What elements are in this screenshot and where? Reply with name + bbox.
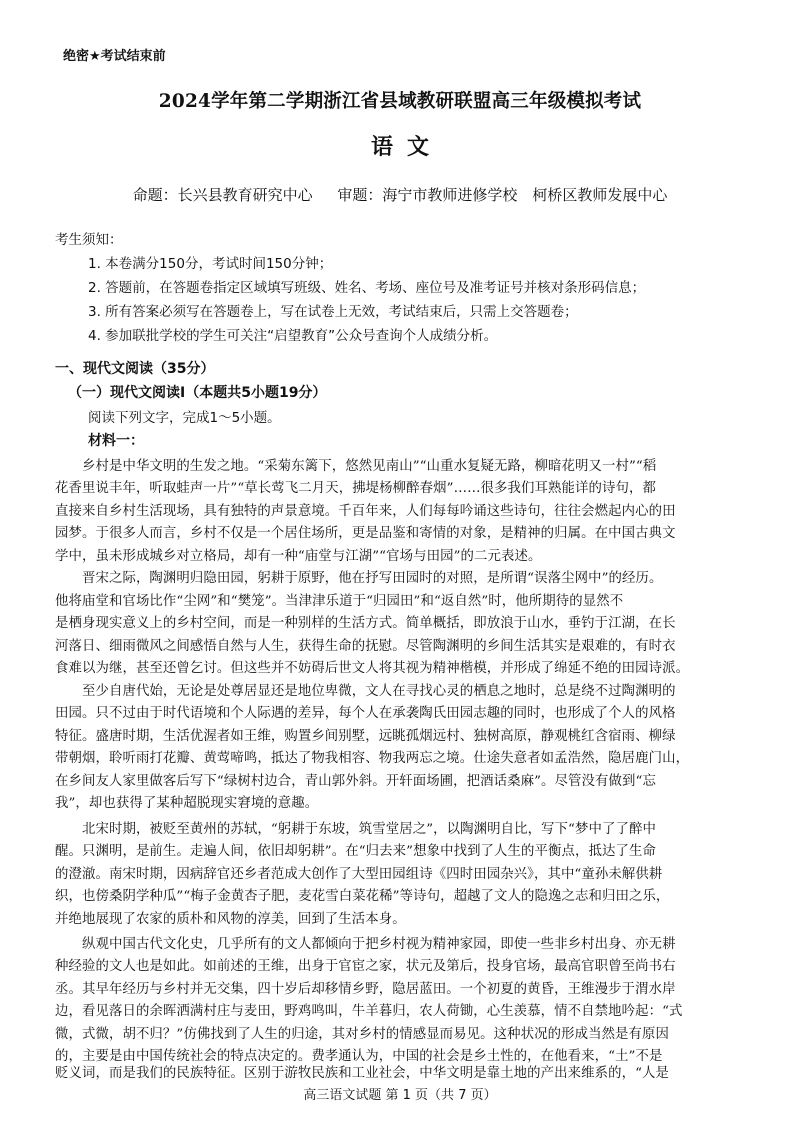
body-line: 田园。只不过由于时代语境和个人际遇的差异，每个人在承袭陶氏田园志趣的同时，也形成了个人的风格: [55, 706, 676, 721]
body-line: 河落日、细雨微风之间感悟自然与人生，获得生命的抚慰。尽管陶渊明的乡间生活其实是艰难的，有时衣: [55, 639, 676, 654]
body-line: 并绝地展现了农家的质朴和风物的淳美，回到了生活本身。: [55, 912, 406, 927]
body-line: 醒。只渊明，是前生。走遍人间，依旧却躬耕”。在“归去来”想象中找到了人生的平衡点，抵达了生命: [55, 844, 656, 859]
body-line: 晋宋之际，陶渊明归隐田园，躬耕于原野，他在抒写田园时的对照，是所谓“误落尘网中”的经历。: [55, 571, 663, 586]
author-reviewer: 审题：海宁市教师进修学校 柯桥区教师发展中心: [337, 186, 668, 204]
body-line: 食难以为继，甚至还曾乞讨。但这些并不妨碍后世文人将其视为精神楷模，并形成了绵延不绝的田园诗派。: [55, 661, 690, 676]
body-line: 微，式微，胡不归？”仿佛找到了人生的归途，其对乡村的情感显而易见。这种状况的形成当然是有原因: [55, 1027, 670, 1042]
body-line: 织，也傍桑阴学种瓜”“梅子金黄杏子肥，麦花雪白菜花稀”等诗句，超越了文人的隐逸之志和归田之乐，: [55, 889, 670, 904]
notice-title: 考生须知：: [55, 232, 123, 248]
body-line: 园梦。于很多人而言，乡村不仅是一个居住场所，更是品鉴和寄情的对象，是精神的归属。在中国古典文: [55, 526, 676, 541]
body-line: 的澄澈。南宋时期，因病辞官还乡者范成大创作了大型田园组诗《四时田园杂兴》，其中“童孙未解供耕: [55, 867, 663, 882]
body-line: 在乡间友人家里做客后写下“绿树村边合，青山郭外斜。开轩面场圃，把酒话桑麻”。尽管没有做到“忘: [55, 774, 656, 789]
notice-item: 3. 所有答案必须写在答题卷上，写在试卷上无效，考试结束后，只需上交答题卷；: [88, 304, 578, 320]
body-line: 贬义词，而是我们的民族特征。区别于游牧民族和工业社会，中华文明是靠土地的产出来维系的，“人是: [55, 1066, 670, 1081]
body-line: 纵观中国古代文化史，几乎所有的文人都倾向于把乡村视为精神家园，即使一些非乡村出身、亦无耕: [55, 937, 676, 952]
subject-title: 语文: [370, 134, 443, 160]
body-line: 学中，虽未形成城乡对立格局，却有一种“庙堂与江湖”“官场与田园”的二元表述。: [55, 549, 542, 564]
body-line: 直接来自乡村生活现场，具有独特的声景意境。千百年来，人们每每吟诵这些诗句，往往会燃起内心的田: [55, 504, 676, 519]
subsection-title: （一）现代文阅读Ⅰ（本题共5小题19分）: [68, 385, 327, 401]
body-line: 我”，却也获得了某种超脱现实窘境的意趣。: [55, 796, 319, 811]
material-label: 材料一：: [88, 433, 144, 449]
secret-label: 绝密★考试结束前: [63, 49, 166, 64]
section-instruction: 阅读下列文字，完成1～5小题。: [88, 410, 281, 426]
page-footer: 高三语文试题 第 1 页（共 7 页）: [303, 1088, 497, 1103]
body-line: 特征。盛唐时期，生活优渥者如王维，购置乡间别墅，远眺孤烟远村、独树高原，静观桃红含宿雨、柳绿: [55, 729, 676, 744]
body-line: 乡村是中华文明的生发之地。“采菊东篱下，悠然见南山”“山重水复疑无路，柳暗花明又一村”“稻: [55, 459, 657, 474]
body-line: 北宋时期，被贬至黄州的苏轼，“躬耕于东坡，筑雪堂居之”，以陶渊明自比，写下“梦中了了醉中: [55, 822, 656, 837]
body-line: 他将庙堂和官场比作“尘网”和“樊笼”。当津津乐道于“归园田”和“返自然”时，他所期待的显然不: [55, 594, 624, 609]
body-line: 是栖身现实意义上的乡村空间，而是一种别样的生活方式。简单概括，即放浪于山水，垂钓于江湖，在长: [55, 616, 676, 631]
body-line: 至少自唐代始，无论是处尊居显还是地位卑微，文人在寻找心灵的栖息之地时，总是绕不过陶渊明的: [55, 684, 676, 699]
section-title: 一、现代文阅读（35分）: [55, 361, 215, 377]
body-line: 边，看见落日的余晖洒满村庄与麦田，野鸡鸣叫，牛羊暮归，农人荷锄，心生羡慕，情不自禁地吟起：“式: [55, 1004, 683, 1019]
author-proposer: 命题：长兴县教育研究中心: [132, 186, 313, 204]
body-line: 丞。其早年经历与乡村并无交集，四十岁后却移情乡野，隐居蓝田。一个初夏的黄昏，王维漫步于渭水岸: [55, 982, 676, 997]
notice-item: 1. 本卷满分150分，考试时间150分钟；: [88, 256, 333, 272]
body-line: 花香里说丰年，听取蛙声一片”“草长莺飞二月天，拂堤杨柳醉春烟”……很多我们耳熟能详的诗句，都: [55, 481, 656, 496]
body-line: 的，主要是由中国传统社会的特点决定的。费孝通认为，中国的社会是乡土性的，在他看来，“土”不是: [55, 1049, 663, 1064]
body-line: 带朝烟，聆听雨打花瓣、黄莺啼鸣，抵达了物我相容、物我两忘之境。仕途失意者如孟浩然，隐居鹿门山，: [55, 751, 690, 766]
authors-line: [0, 184, 800, 205]
notice-item: 4. 参加联批学校的学生可关注“启望教育”公众号查询个人成绩分析。: [88, 328, 498, 344]
body-line: 种经验的文人也是如此。如前述的王维，出身于官宦之家，状元及第后，投身官场，最高官职曾至尚书右: [55, 959, 676, 974]
exam-title: 2024学年第二学期浙江省县域教研联盟高三年级模拟考试: [158, 91, 642, 112]
notice-item: 2. 答题前，在答题卷指定区域填写班级、姓名、考场、座位号及准考证号并核对条形码信息；: [88, 280, 646, 296]
